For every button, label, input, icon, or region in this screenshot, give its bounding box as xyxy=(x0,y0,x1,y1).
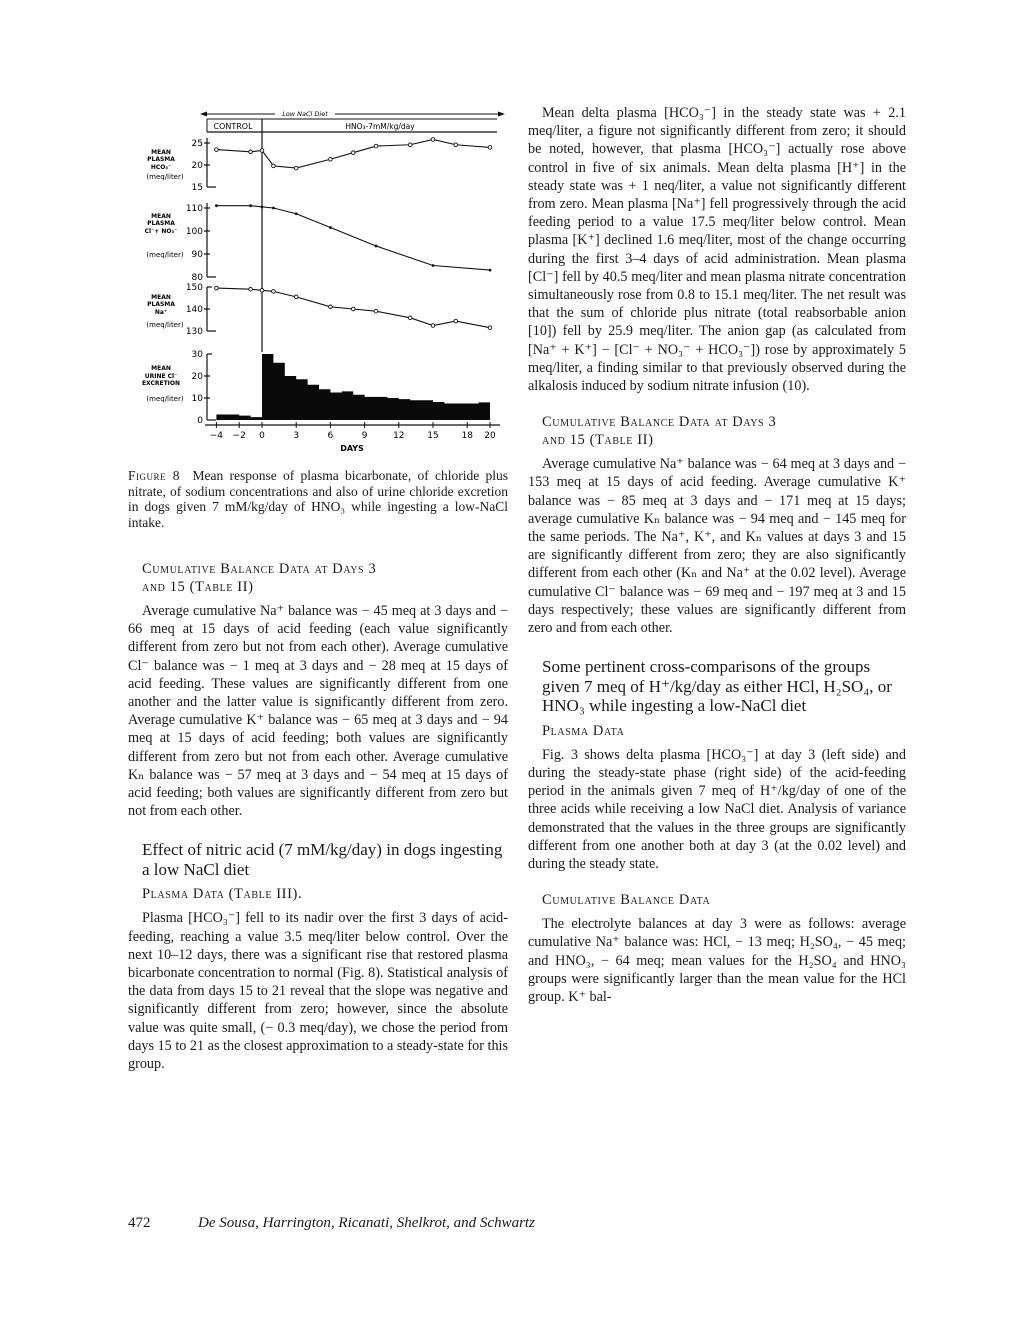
svg-text:MEAN: MEAN xyxy=(151,149,171,156)
subheading-plasma-data-right: Plasma Data xyxy=(542,722,625,739)
data-point xyxy=(215,148,219,152)
svg-text:MEAN: MEAN xyxy=(151,294,171,301)
svg-text:90: 90 xyxy=(191,250,203,260)
svg-text:12: 12 xyxy=(393,431,405,441)
right-column xyxy=(528,104,906,1006)
data-point xyxy=(249,287,253,291)
data-point xyxy=(488,146,492,150)
svg-text:15: 15 xyxy=(427,431,439,441)
data-point xyxy=(294,166,298,170)
figure-caption xyxy=(128,468,508,530)
data-point xyxy=(374,144,378,148)
svg-text:Cl⁻+ NO₃⁻: Cl⁻+ NO₃⁻ xyxy=(144,228,178,235)
svg-text:−2: −2 xyxy=(232,431,246,441)
svg-text:PLASMA: PLASMA xyxy=(147,220,175,227)
data-point xyxy=(249,150,253,154)
data-point xyxy=(249,204,252,207)
data-point xyxy=(329,157,333,161)
data-point xyxy=(351,151,355,155)
chart-series xyxy=(215,138,492,420)
svg-text:0: 0 xyxy=(197,416,203,426)
figure-8-chart xyxy=(130,96,510,461)
svg-text:MEAN: MEAN xyxy=(151,213,171,220)
section-heading-cumulative-balance-cont: and 15 (Table II) xyxy=(142,579,254,595)
svg-text:(meq/liter): (meq/liter) xyxy=(146,395,184,403)
data-point xyxy=(408,316,412,320)
data-point xyxy=(454,319,458,323)
panel-label-urine-cl xyxy=(142,365,184,403)
svg-text:0: 0 xyxy=(259,431,265,441)
data-point xyxy=(375,245,378,248)
svg-text:20: 20 xyxy=(484,431,496,441)
svg-text:130: 130 xyxy=(185,327,203,337)
section-heading-cumulative-balance-right-cont: and 15 (Table II) xyxy=(542,432,654,449)
data-point xyxy=(260,289,264,293)
svg-text:HCO₃⁻: HCO₃⁻ xyxy=(150,164,172,171)
svg-text:18: 18 xyxy=(461,431,473,441)
paragraph-steady-state: Mean delta plasma [HCO₃⁻] in the steady state was + 2.1 meq/liter, a figure not significantly different from zero; it should be noted, however, that plasma [HCO₃⁻] actually rose above control in five of six animals. Mean delta plasma [H⁺] in the steady state was + 1 neq/liter, a value not significantly different from zero. Mean plasma [Na⁺] fell progressively through the acid feeding period to a value 17.5 meq/liter below control. Mean plasma [K⁺] declined 1.6 meq/liter, most of the change occurring during the first 3–4 days of acid administration. Mean plasma [Cl⁻] fell by 40.5 meq/liter and mean plasma nitrate concentration simultaneously rose from 0.8 to 15.1 meq/liter. The net result was that the sum of chloride plus nitrate (total reabsorbable anion [10]) fell by 25.9 meq/liter. The anion gap (as calculated from [Na⁺ + K⁺] − [Cl⁻ + NO₃⁻ + HCO₃⁻]) rose by approximately 5 meq/liter, a finding similar to that previously observed during the alkalosis induced by sodium nitrate infusion (10). xyxy=(528,105,906,395)
diet-band-label: Low NaCl Diet xyxy=(282,110,328,118)
data-point xyxy=(488,326,492,330)
svg-text:(meq/liter): (meq/liter) xyxy=(146,173,184,181)
svg-text:80: 80 xyxy=(191,273,203,283)
svg-text:25: 25 xyxy=(191,139,203,149)
panel-label-hco3 xyxy=(146,149,183,181)
y-tick-labels xyxy=(186,139,203,426)
data-point xyxy=(432,264,435,267)
data-point xyxy=(408,143,412,147)
data-point xyxy=(260,149,264,153)
data-point xyxy=(431,138,435,142)
data-point xyxy=(294,295,298,299)
svg-text:−4: −4 xyxy=(209,431,224,441)
caption-text: Mean response of plasma bicarbonate, of chloride plus nitrate, of sodium concentrations and also of urine chloride excretion in dogs given 7 mM/kg/day of HNO₃ while ingesting a low-NaCl intake. xyxy=(128,468,508,530)
data-point xyxy=(489,269,492,272)
paragraph-cumulative-balance: Average cumulative Na⁺ balance was − 45 meq at 3 days and − 66 meq at 15 days of acid feeding (each value significantly different from zero but not from each other). Average cumulative Cl⁻ balance was − 1 meq at 3 days and − 28 meq at 15 days of acid feeding. These values are significantly different from one another and the latter value is significantly different from zero. Average cumulative K⁺ balance was − 65 meq at 3 days and − 94 meq at 15 days of acid feeding; both values are significantly different from zero but not from each other. Average cumulative Kₙ balance was − 57 meq at 3 days and − 54 meq at 15 days of acid feeding; both values are significantly different from zero but not from each other. xyxy=(128,603,508,820)
data-point xyxy=(374,309,378,313)
svg-text:20: 20 xyxy=(191,161,203,171)
panel-label-cl-no3 xyxy=(145,213,184,259)
data-point xyxy=(215,286,219,290)
data-point xyxy=(272,290,276,294)
svg-text:PLASMA: PLASMA xyxy=(147,156,175,163)
page-footer xyxy=(128,1215,535,1232)
data-point xyxy=(431,324,435,328)
svg-text:PLASMA: PLASMA xyxy=(147,301,175,308)
urine-cl-bars xyxy=(216,354,490,420)
paragraph-plasma-data: Plasma [HCO₃⁻] fell to its nadir over the first 3 days of acid-feeding, reaching a value 3.5 meq/liter below control. Over the next 10–12 days, there was a significant rise that restored plasma bicarbonate concentration to normal (Fig. 8). Statistical analysis of the data from days 15 to 21 reveal that the slope was negative and significantly different from zero; however, since the absolute value was quite small, (− 0.3 meq/day), we chose the period from days 15 to 21 as the closest approximation to a steady-state for this group. xyxy=(128,910,508,1073)
figure-label: Figure 8 xyxy=(128,468,180,483)
panel-label-na xyxy=(146,294,183,329)
svg-text:15: 15 xyxy=(191,183,203,193)
data-point xyxy=(295,212,298,215)
svg-text:URINE Cl⁻: URINE Cl⁻ xyxy=(144,373,178,380)
svg-text:6: 6 xyxy=(327,431,334,441)
svg-text:20: 20 xyxy=(191,372,203,382)
svg-text:3: 3 xyxy=(293,431,300,441)
svg-text:10: 10 xyxy=(191,394,203,404)
paragraph-electrolyte-balances: The electrolyte balances at day 3 were as follows: average cumulative Na⁺ balance was: HCl, − 13 meq; H₂SO₄, − 45 meq; and HNO₃, − 64 meq; mean values for the H₂SO₄ and HNO₃ groups were significantly larger than the mean value for the HCl group. K⁺ bal- xyxy=(528,916,906,1006)
page-number: 472 xyxy=(128,1215,151,1231)
section-heading-cumulative-balance-right: Cumulative Balance Data at Days 3 xyxy=(542,414,777,431)
svg-text:EXCRETION: EXCRETION xyxy=(141,380,181,387)
data-point xyxy=(454,143,458,147)
left-column xyxy=(128,468,508,1073)
author-list: De Sousa, Harrington, Ricanati, Shelkrot, and Schwartz xyxy=(198,1215,535,1231)
svg-text:(meq/liter): (meq/liter) xyxy=(146,321,184,329)
phase-control-label: CONTROL xyxy=(213,122,253,131)
svg-text:MEAN: MEAN xyxy=(151,365,171,372)
section-heading-nitric-acid: Effect of nitric acid (7 mM/kg/day) in dogs ingesting a low NaCl diet xyxy=(142,840,503,879)
svg-text:Na⁺: Na⁺ xyxy=(154,309,168,316)
data-point xyxy=(272,164,276,168)
svg-text:(meq/liter): (meq/liter) xyxy=(146,251,184,259)
data-point xyxy=(329,226,332,229)
data-point xyxy=(329,305,333,309)
svg-text:9: 9 xyxy=(361,431,368,441)
data-point xyxy=(351,307,355,311)
subheading-cumulative-balance-data: Cumulative Balance Data xyxy=(542,892,711,909)
phase-acid-label: HNO₃-7mM/kg/day xyxy=(345,122,415,131)
panel-axes xyxy=(204,138,500,425)
svg-text:110: 110 xyxy=(185,204,203,214)
svg-text:100: 100 xyxy=(185,227,203,237)
svg-text:150: 150 xyxy=(185,283,203,293)
data-point xyxy=(272,207,275,210)
data-point xyxy=(261,205,264,208)
subheading-plasma-data: Plasma Data (Table III). xyxy=(142,886,303,903)
svg-text:140: 140 xyxy=(185,305,203,315)
data-point xyxy=(215,204,218,207)
series-line-1 xyxy=(216,206,490,270)
x-axis-label: DAYS xyxy=(340,444,364,453)
section-heading-cross-comparisons: Some pertinent cross-comparisons of the groups given 7 meq of H⁺/kg/day as either HCl, H₂SO₄, or HNO₃ while ingesting a low-NaCl diet xyxy=(542,657,892,716)
svg-text:30: 30 xyxy=(191,350,203,360)
paragraph-fig3: Fig. 3 shows delta plasma [HCO₃⁻] at day 3 (left side) and during the steady-state phase (right side) of the acid-feeding period in the animals given 7 meq of H⁺/kg/day of one of the three acids while receiving a low NaCl diet. Analysis of variance demonstrated that the values in the three groups are significantly different from one another both at day 3 (at the 0.02 level) and during the steady state. xyxy=(528,746,906,872)
section-heading-cumulative-balance: Cumulative Balance Data at Days 3 xyxy=(142,561,377,577)
paragraph-cumulative-balance-right: Average cumulative Na⁺ balance was − 64 meq at 3 days and − 153 meq at 15 days of acid feeding. Average cumulative K⁺ balance was − 85 meq at 3 days and − 171 meq at 15 days; average cumulative Kₙ balance was − 94 meq and − 145 meq for the same periods. The Na⁺, K⁺, and Kₙ values at days 3 and 15 are significantly different from zero; they are also significantly different from each other (Kₙ and Na⁺ at the 0.02 level). Average cumulative Cl⁻ balance was − 69 meq and − 197 meq at 3 and 15 days respectively; these values are significantly different from zero and from each other. xyxy=(528,456,906,637)
